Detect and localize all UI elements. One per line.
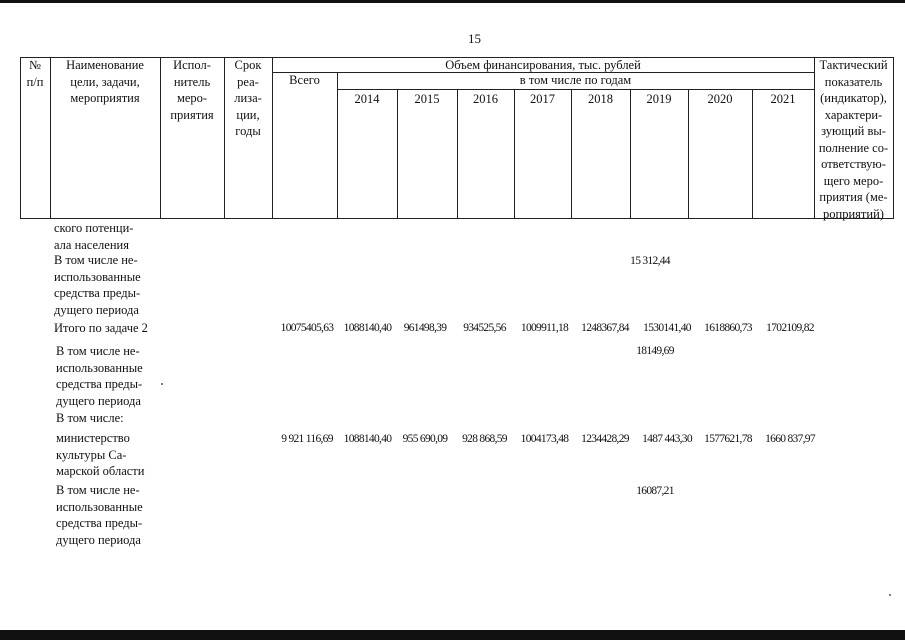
scan-speck [889, 594, 891, 596]
scan-speck [161, 383, 163, 385]
value-total-task2-2020: 1618860,73 [704, 322, 752, 334]
col-name-header: Наименование цели, задачи, мероприятия [66, 58, 144, 105]
row-name-unused-funds-1: В том числе не- использованные средства преды- дущего периода [54, 253, 141, 317]
value-unused-1-2019: 15 312,44 [630, 255, 670, 267]
value-ministry-2015: 955 690,09 [402, 433, 448, 445]
value-ministry-2016: 928 868,59 [462, 433, 507, 445]
vline [893, 57, 894, 219]
value-ministry-all: 9 921 116,69 [281, 433, 333, 445]
year-header-2020: 2020 [707, 92, 733, 106]
year-header-2019: 2019 [646, 92, 672, 106]
year-header-2021: 2021 [770, 92, 796, 106]
year-header-2016: 2016 [473, 92, 498, 106]
years-divider-line [337, 89, 814, 90]
value-ministry-2017: 1004173,48 [520, 433, 569, 445]
value-ministry-2014: 1088140,40 [343, 433, 392, 445]
year-header-2017: 2017 [530, 92, 555, 106]
vline [752, 89, 753, 219]
value-total-task2-2018: 1248367,84 [581, 322, 629, 334]
value-total-task2-2016: 934525,56 [463, 322, 506, 334]
row-name-total-task-2: Итого по задаче 2 [54, 321, 148, 335]
col-executor-header: Испол- нитель меро- приятия [170, 58, 214, 122]
vline [571, 89, 572, 219]
year-header-2018: 2018 [588, 92, 613, 106]
top-border [0, 0, 905, 3]
value-total-task2-2015: 961498,39 [403, 322, 447, 334]
value-unused-3-2019: 16087,21 [636, 485, 674, 497]
vline [514, 89, 515, 219]
value-total-task2-2014: 1088140,40 [343, 322, 392, 334]
vline [397, 89, 398, 219]
by-years-header: в том числе по годам [519, 73, 632, 87]
col-number-header: № п/п [26, 58, 44, 89]
value-unused-2-2019: 18149,69 [636, 345, 674, 357]
value-total-task2-2017: 1009911,18 [520, 322, 569, 334]
value-total-task2-2021: 1702109,82 [766, 322, 814, 334]
total-header: Всего [289, 73, 320, 87]
vline [688, 89, 689, 219]
value-ministry-2021: 1660 837,97 [765, 433, 815, 445]
funding-title: Объем финансирования, тыс. рублей [445, 58, 641, 72]
row-name-including: В том числе: [56, 411, 124, 425]
bottom-border [0, 630, 905, 640]
value-total-task2-2019: 1530141,40 [643, 322, 691, 334]
col-term-header: Срок реа- лиза- ции, годы [234, 58, 262, 138]
year-header-2014: 2014 [354, 92, 380, 106]
row-name-potential: ского потенци- ала населения [54, 221, 134, 252]
year-header-2015: 2015 [414, 92, 440, 106]
row-name-ministry: министерство культуры Са- марской области [56, 431, 145, 478]
table-header [20, 57, 894, 219]
row-name-unused-funds-3: В том числе не- использованные средства преды- дущего периода [56, 483, 143, 547]
vline [457, 89, 458, 219]
value-total-task2-all: 10075405,63 [280, 322, 334, 334]
value-ministry-2019: 1487 443,30 [642, 433, 692, 445]
value-ministry-2018: 1234428,29 [581, 433, 629, 445]
vline [630, 89, 631, 219]
page-number: 15 [468, 31, 481, 46]
col-indicator-header: Тактический показатель (индикатор), характери- зующий вы- полнение со- ответствую- щего меро- приятия (ме- роприятий) [818, 58, 889, 221]
row-name-unused-funds-2: В том числе не- использованные средства преды- дущего периода [56, 344, 143, 408]
value-ministry-2020: 1577621,78 [704, 433, 752, 445]
